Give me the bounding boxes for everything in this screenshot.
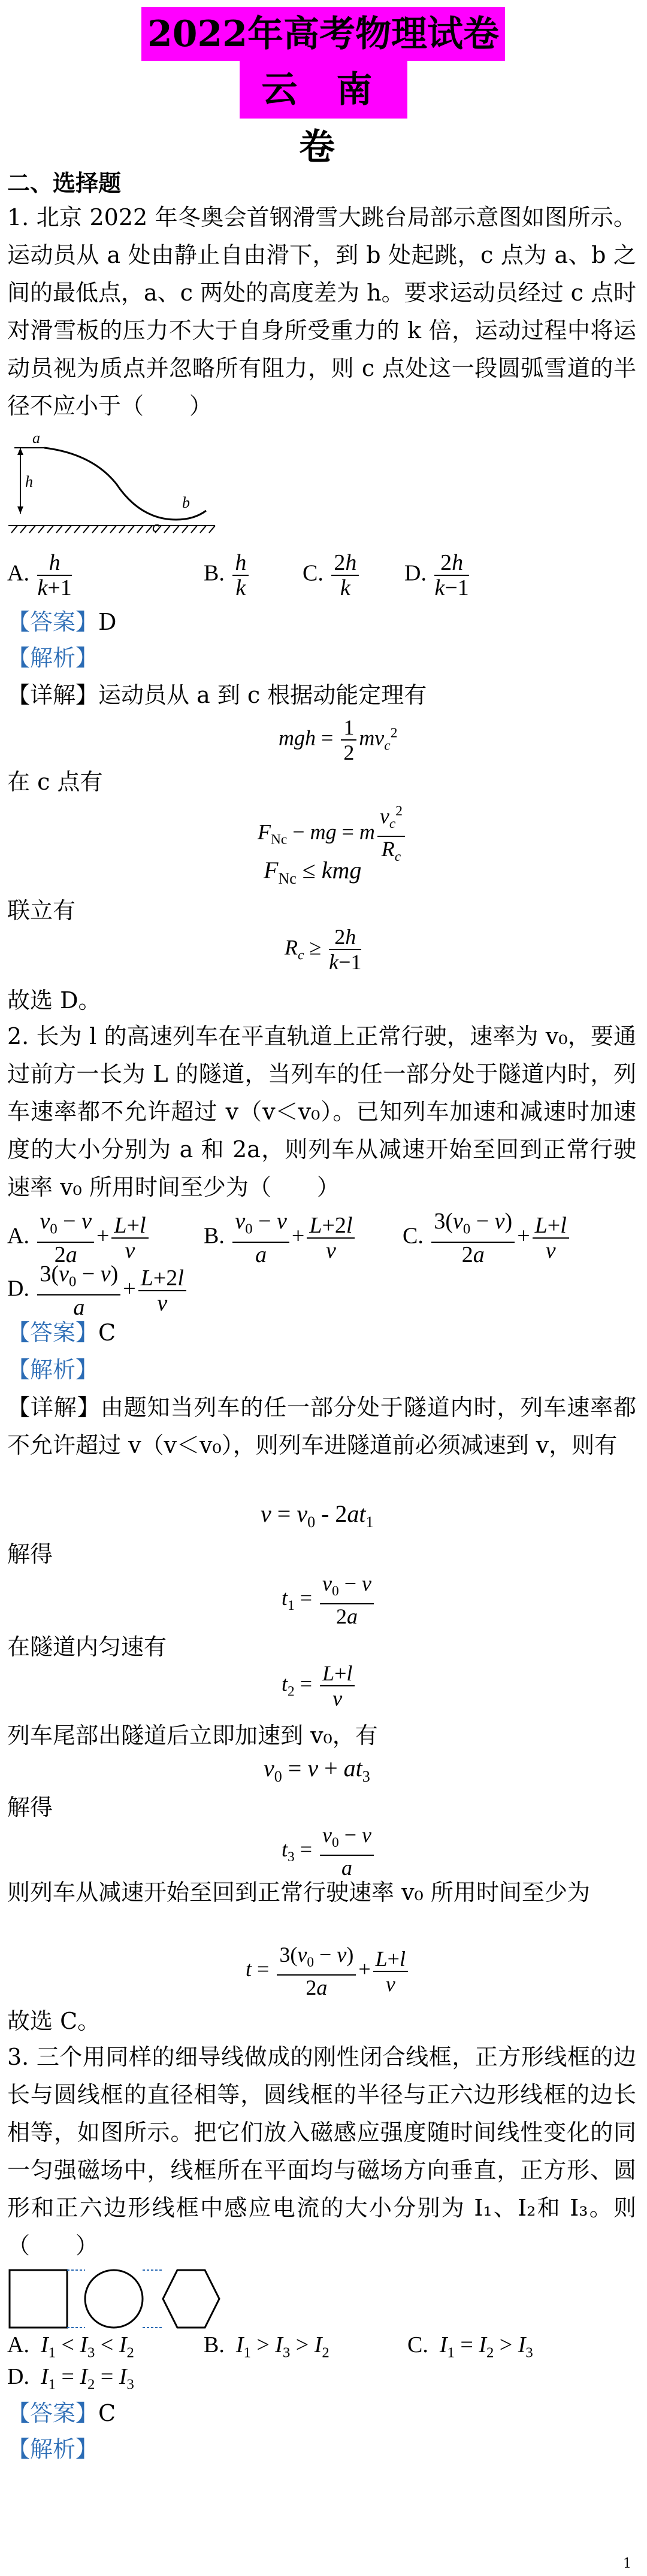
q1-detail-3: 联立有: [7, 897, 76, 924]
q2-detail-2: 在隧道内匀速有: [7, 1634, 167, 1660]
q3-option-d: D. $I_1 = I_2 = I_3$: [7, 2364, 134, 2393]
q1-conclusion: 故选 D。: [7, 987, 101, 1014]
fig-label-a: a: [32, 430, 40, 447]
q3-option-b: B. $I_1 > I_3 > I_2$: [204, 2332, 329, 2361]
q2-answer: 【答案】C: [7, 1319, 116, 1346]
q3-analysis-tag: 【解析】: [7, 2436, 99, 2462]
q1-detail-2: 在 c 点有: [7, 769, 103, 795]
q1-formula-energy: mgh = $\frac{1}{2}$ $mv_c^2$: [279, 715, 398, 764]
q2-solve-1: 解得: [7, 1541, 53, 1567]
q2-formula-t1: $t_1$ = $\frac{v_0 - v}{2a}$: [282, 1571, 376, 1628]
q2-option-d: D. $\frac{3(v_0 - v)}{a}$ + $\frac{L+2l}{v}$: [7, 1262, 189, 1319]
q2-conclusion: 故选 C。: [7, 2008, 101, 2034]
q2-option-b: B. $\frac{v_0 - v}{a}$ + $\frac{L+2l}{v}$: [204, 1209, 357, 1267]
q3-text: 3. 三个用同样的细导线做成的刚性闭合线框，正方形线框的边长与圆线框的直径相等，圆线框的半径与正六边形线框的边长相等，如图所示。把它们放入磁感应强度随时间线性变化的同一匀强磁场中，线框所在平面均与磁场方向垂直，正方形、圆形和正六边形线框中感应电流的大小分别为 I₁、I₂和 I₃。则（ ）: [7, 2044, 636, 2259]
q1-option-b: B. $\frac{h}{k}$: [204, 551, 251, 600]
page-number: 1: [623, 2556, 631, 2571]
q3-wire-frames-figure: [8, 2269, 260, 2329]
fig-label-h: h: [25, 473, 33, 490]
q2-detail-1: 【详解】由题知当列车的任一部分处于隧道内时，列车速率都不允许超过 v（v＜v₀），则列车进隧道前必须减速到 v，则有: [7, 1394, 636, 1458]
q2-formula-t2: $t_2$ = $\frac{L+l}{v}$: [282, 1661, 357, 1710]
q2-formula-1: $v = v_0 - 2at_1$: [261, 1500, 374, 1531]
q1-analysis-tag: 【解析】: [7, 645, 99, 671]
fig-label-c: c: [152, 518, 159, 535]
q2-option-a: A. $\frac{v_0 - v}{2a}$ + $\frac{L+l}{v}$: [7, 1209, 151, 1267]
document-title: 2022年高考物理试卷: [141, 7, 505, 61]
hexagon-frame: [163, 2270, 219, 2328]
document-subtitle: 云 南 卷: [240, 61, 407, 119]
q2-option-c: C. $\frac{3(v_0 - v)}{2a}$ + $\frac{L+l}{v}$: [403, 1209, 572, 1267]
q2-detail-4: 则列车从减速开始至回到正常行驶速率 v₀ 所用时间至少为: [7, 1879, 590, 1906]
circle-frame: [85, 2270, 143, 2328]
q1-answer: 【答案】D: [7, 609, 117, 635]
q1-option-c: C. $\frac{2h}{k}$: [303, 551, 361, 600]
q1-formula-inequality: $F_{Nc}$ ≤ kmg: [264, 857, 362, 887]
section-heading: 二、选择题: [7, 169, 122, 196]
q2-analysis-tag: 【解析】: [7, 1357, 99, 1383]
q2-detail-3: 列车尾部出隧道后立即加速到 v₀，有: [7, 1722, 378, 1749]
fig-label-b: b: [182, 494, 190, 511]
q3-option-c: C. $I_1 = I_2 > I_3$: [407, 2332, 533, 2361]
q2-formula-2: $v_0 = v + at_3$: [264, 1755, 370, 1785]
q3-option-a: A. $I_1 < I_3 < I_2$: [7, 2332, 134, 2361]
q1-formula-force: $F_{Nc}$ − mg = m $\frac{v_c^2}{R_c}$: [258, 799, 407, 869]
q3-answer: 【答案】C: [7, 2400, 116, 2426]
q2-formula-t3: $t_3$ = $\frac{v_0 - v}{a}$: [282, 1823, 376, 1880]
q1-option-d: D. $\frac{2h}{k-1}$: [404, 550, 469, 600]
q2-formula-total: t = $\frac{3(v_0 - v)}{2a}$ + $\frac{L+l}{v}$: [246, 1943, 410, 1999]
q1-ski-slope-figure: [8, 430, 218, 544]
q1-detail-1: 【详解】运动员从 a 到 c 根据动能定理有: [7, 682, 427, 708]
q1-option-a: A. $\frac{h}{k+1}$: [7, 550, 72, 600]
q1-text: 1. 北京 2022 年冬奥会首钢滑雪大跳台局部示意图如图所示。运动员从 a 处由静止自由滑下，到 b 处起跳，c 点为 a、b 之间的最低点，a、c 两处的高度差为 h。要求运动员经过 c 点时对滑雪板的压力不大于自身所受重力的 k 倍，运动过程中将运动员视为质点并忽略所有阻力，则 c 点处这一段圆弧雪道的半径不应小于（ ）: [7, 204, 637, 419]
square-frame: [10, 2270, 67, 2328]
q2-solve-2: 解得: [7, 1794, 53, 1821]
q2-text: 2. 长为 l 的高速列车在平直轨道上正常行驶，速率为 v₀，要通过前方一长为 L 的隧道，当列车的任一部分处于隧道内时，列车速率都不允许超过 v（v＜v₀）。已知列车加速和减速时加速度的大小分别为 a 和 2a，则列车从减速开始至回到正常行驶速率 v₀ 所用时间至少为（ ）: [7, 1023, 636, 1200]
q1-formula-result: $R_c$ ≥ $\frac{2h}{k-1}$: [285, 925, 362, 974]
